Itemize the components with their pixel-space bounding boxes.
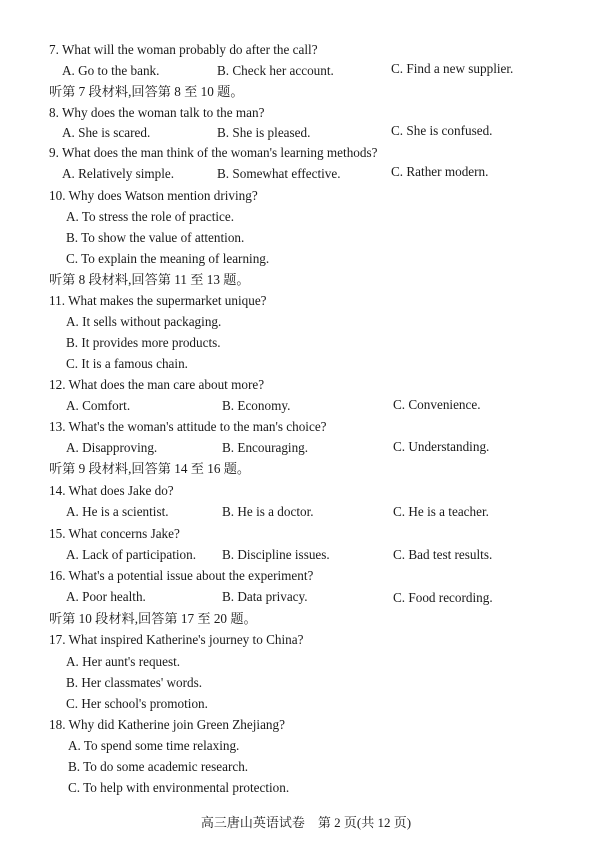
question-16-option-a: A. Poor health. <box>66 589 146 604</box>
question-15-option-a: A. Lack of participation. <box>66 547 197 562</box>
question-18-option-c: C. To help with environmental protection. <box>68 780 290 795</box>
question-13-stem: 13. What's the woman's attitude to the man's choice? <box>49 419 327 434</box>
question-11-stem: 11. What makes the supermarket unique? <box>49 293 267 308</box>
question-9-stem: 9. What does the man think of the woman's learning methods? <box>49 145 378 160</box>
question-8-option-a: A. She is scared. <box>62 125 151 140</box>
section-instruction-10: 听第 10 段材料,回答第 17 至 20 题。 <box>49 611 257 626</box>
question-12-stem: 12. What does the man care about more? <box>49 377 265 392</box>
question-7-option-a: A. Go to the bank. <box>62 63 160 78</box>
question-14-option-a: A. He is a scientist. <box>66 504 169 519</box>
question-8-option-b: B. She is pleased. <box>217 125 311 140</box>
question-10-stem: 10. Why does Watson mention driving? <box>49 188 258 203</box>
question-13-option-c: C. Understanding. <box>393 439 490 454</box>
page-footer: 高三唐山英语试卷 第 2 页(共 12 页) <box>200 815 412 830</box>
question-11-option-c: C. It is a famous chain. <box>66 356 188 371</box>
question-7-option-b: B. Check her account. <box>217 63 334 78</box>
question-12-option-a: A. Comfort. <box>66 398 131 413</box>
section-instruction-9: 听第 9 段材料,回答第 14 至 16 题。 <box>49 461 251 476</box>
section-instruction-8: 听第 8 段材料,回答第 11 至 13 题。 <box>49 272 250 287</box>
section-instruction-7: 听第 7 段材料,回答第 8 至 10 题。 <box>49 84 244 99</box>
question-16-stem: 16. What's a potential issue about the experiment? <box>49 568 314 583</box>
question-16-option-b: B. Data privacy. <box>222 589 308 604</box>
question-10-option-a: A. To stress the role of practice. <box>66 209 235 224</box>
question-12-option-b: B. Economy. <box>222 398 291 413</box>
question-15-option-b: B. Discipline issues. <box>222 547 330 562</box>
question-17-stem: 17. What inspired Katherine's journey to China? <box>49 632 304 647</box>
question-9-option-b: B. Somewhat effective. <box>217 166 341 181</box>
question-12-option-c: C. Convenience. <box>393 397 481 412</box>
question-8-option-c: C. She is confused. <box>391 123 493 138</box>
question-15-stem: 15. What concerns Jake? <box>49 526 180 541</box>
question-11-option-b: B. It provides more products. <box>66 335 221 350</box>
question-13-option-a: A. Disapproving. <box>66 440 158 455</box>
question-7-stem: 7. What will the woman probably do after the call? <box>49 42 318 57</box>
question-14-stem: 14. What does Jake do? <box>49 483 174 498</box>
question-7-option-c: C. Find a new supplier. <box>391 61 514 76</box>
question-18-stem: 18. Why did Katherine join Green Zhejiang? <box>49 717 285 732</box>
question-10-option-b: B. To show the value of attention. <box>66 230 245 245</box>
question-17-option-b: B. Her classmates' words. <box>66 675 203 690</box>
question-15-option-c: C. Bad test results. <box>393 547 493 562</box>
question-9-option-a: A. Relatively simple. <box>62 166 175 181</box>
question-18-option-a: A. To spend some time relaxing. <box>68 738 240 753</box>
question-16-option-c: C. Food recording. <box>393 590 493 605</box>
question-10-option-c: C. To explain the meaning of learning. <box>66 251 270 266</box>
question-17-option-c: C. Her school's promotion. <box>66 696 208 711</box>
question-9-option-c: C. Rather modern. <box>391 164 489 179</box>
question-8-stem: 8. Why does the woman talk to the man? <box>49 105 265 120</box>
question-17-option-a: A. Her aunt's request. <box>66 654 181 669</box>
question-13-option-b: B. Encouraging. <box>222 440 309 455</box>
question-14-option-b: B. He is a doctor. <box>222 504 314 519</box>
question-14-option-c: C. He is a teacher. <box>393 504 489 519</box>
question-11-option-a: A. It sells without packaging. <box>66 314 222 329</box>
question-18-option-b: B. To do some academic research. <box>68 759 249 774</box>
